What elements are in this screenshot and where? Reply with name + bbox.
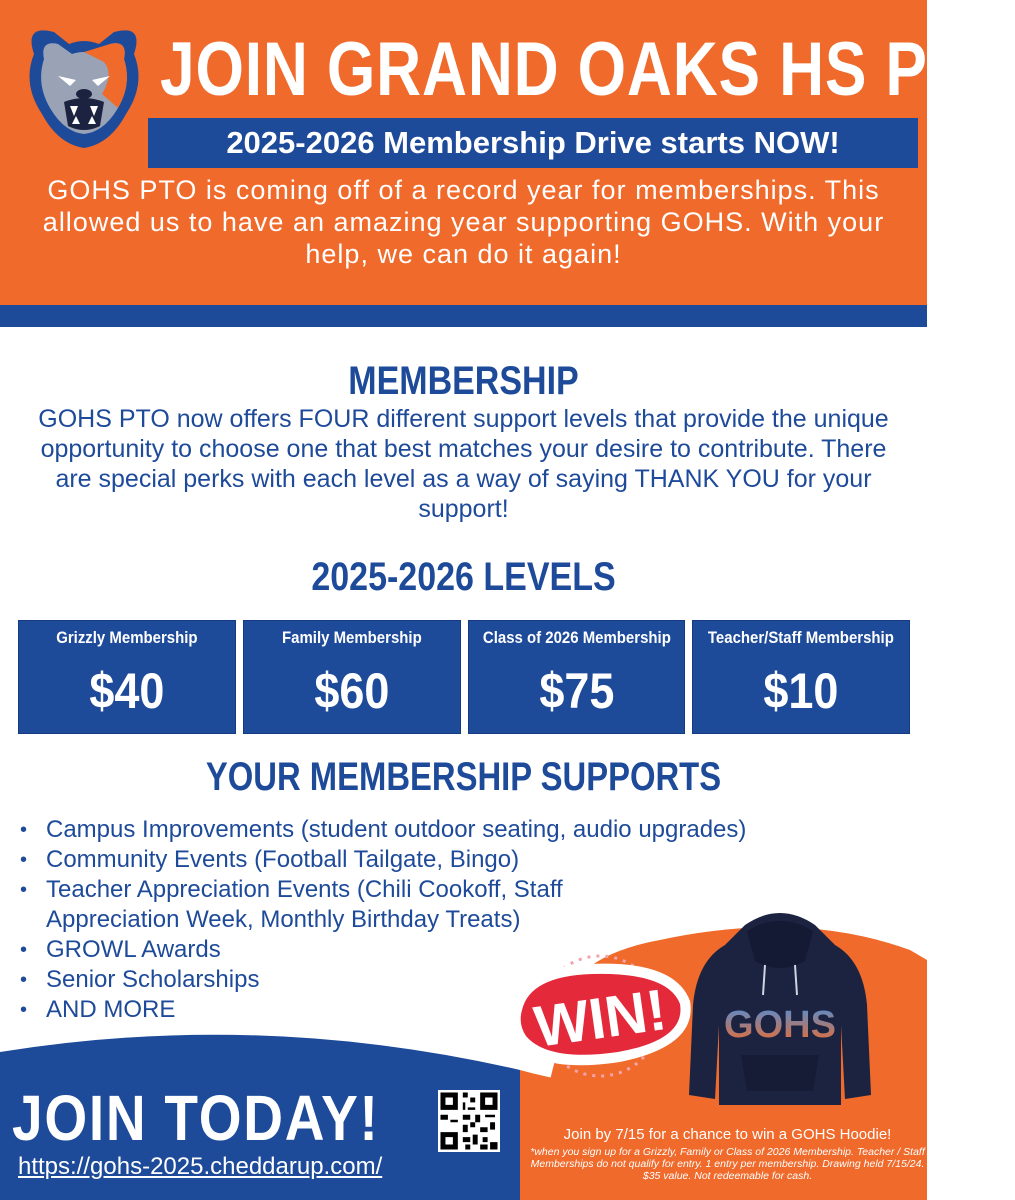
contest-fine-print: *when you sign up for a Grizzly, Family or Class of 2026 Membership. Teacher / Staff Memberships do not qualify for entry. 1 entry per membership. Drawing held 7/15/24. $35 value. Not redeemable for cash. bbox=[530, 1146, 925, 1182]
levels-heading: 2025-2026 LEVELS bbox=[311, 555, 616, 599]
membership-description: GOHS PTO now offers FOUR different support levels that provide the unique opportunity to choose one that best matches your desire to contribute. There are special perks with each level as a way of saying THANK YOU for your support! bbox=[38, 405, 889, 523]
level-name: Family Membership bbox=[281, 628, 422, 647]
hoodie-text: GOHS bbox=[724, 1004, 836, 1046]
supports-heading: YOUR MEMBERSHIP SUPPORTS bbox=[205, 755, 722, 799]
level-price: $10 bbox=[763, 663, 839, 719]
level-grizzly bbox=[18, 620, 236, 734]
membership-heading: MEMBERSHIP bbox=[348, 359, 579, 403]
win-badge-icon bbox=[500, 946, 700, 1086]
list-item-text: Campus Improvements (student outdoor seating, audio upgrades) bbox=[46, 816, 747, 843]
join-today-headline: JOIN TODAY! bbox=[12, 1082, 380, 1154]
bullet-icon: • bbox=[20, 999, 28, 1021]
level-name: Class of 2026 Membership bbox=[482, 628, 671, 647]
membership-drive-banner: 2025-2026 Membership Drive starts NOW! bbox=[148, 118, 918, 168]
header-divider-strip bbox=[0, 305, 927, 327]
list-item-text: Community Events (Football Tailgate, Bingo) bbox=[46, 846, 520, 873]
level-family bbox=[243, 620, 461, 734]
bullet-icon: • bbox=[20, 939, 28, 961]
level-price: $75 bbox=[538, 663, 614, 719]
grizzly-bear-logo-icon bbox=[14, 14, 154, 154]
contest-headline: Join by 7/15 for a chance to win a GOHS Hoodie! bbox=[563, 1126, 892, 1143]
membership-levels bbox=[18, 620, 910, 734]
level-teacher-staff bbox=[692, 620, 910, 734]
level-price: $60 bbox=[314, 663, 390, 719]
list-item-text: AND MORE bbox=[46, 996, 176, 1023]
list-item-text: GROWL Awards bbox=[46, 936, 221, 963]
list-item bbox=[18, 815, 918, 845]
intro-text: GOHS PTO is coming off of a record year for memberships. This allowed us to have an amazing year supporting GOHS. With your help, we can do it again! bbox=[42, 175, 885, 269]
qr-code-icon[interactable] bbox=[438, 1090, 500, 1152]
list-item-text: Teacher Appreciation Events (Chili Cookoff, Staff Appreciation Week, Monthly Birthday Treats) bbox=[46, 876, 563, 933]
hoodie-icon bbox=[685, 905, 875, 1115]
level-class-of-2026 bbox=[468, 620, 686, 734]
list-item bbox=[18, 845, 918, 875]
bullet-icon: • bbox=[20, 819, 28, 841]
list-item-text: Senior Scholarships bbox=[46, 966, 260, 993]
bullet-icon: • bbox=[20, 969, 28, 991]
join-link[interactable]: https://gohs-2025.cheddarup.com/ bbox=[18, 1153, 383, 1180]
win-label: WIN! bbox=[530, 977, 671, 1060]
bullet-icon: • bbox=[20, 849, 28, 871]
level-name: Teacher/Staff Membership bbox=[708, 628, 895, 647]
bullet-icon: • bbox=[20, 879, 28, 901]
level-price: $40 bbox=[89, 663, 165, 719]
page-title: JOIN GRAND OAKS HS PTO bbox=[160, 27, 1015, 112]
level-name: Grizzly Membership bbox=[56, 628, 198, 647]
